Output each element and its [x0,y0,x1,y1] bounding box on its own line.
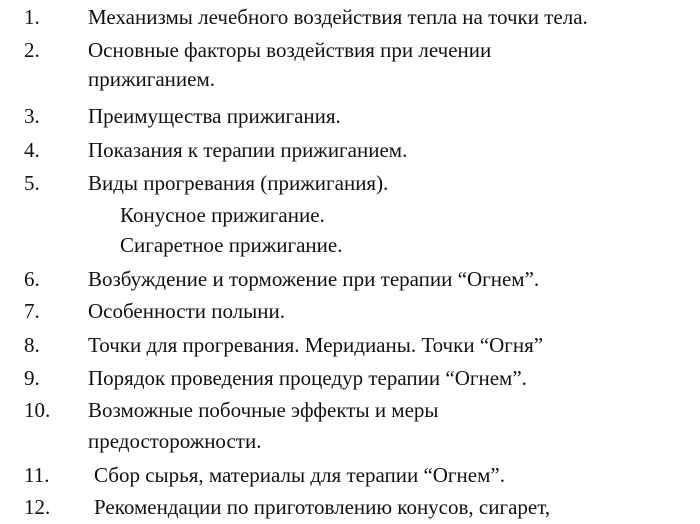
list-item [0,135,700,165]
item-number: 7. [24,299,40,323]
item-number: 10. [24,398,51,422]
list-item [0,330,700,360]
item-number: 4. [24,138,40,162]
item-number: 2. [24,38,40,62]
sub-list-item [0,200,700,230]
list-item [0,363,700,393]
sub-list-item [0,230,700,260]
item-text: Порядок проведения процедур терапии “Огнем”. [88,366,527,390]
item-text: Виды прогревания (прижигания). [88,171,389,195]
list-item [0,2,700,32]
item-text: Преимущества прижигания. [88,104,341,128]
item-number: 12. [24,495,51,519]
item-text: Рекомендации по приготовлению конусов, сигарет, [94,495,551,519]
item-text: Точки для прогревания. Меридианы. Точки “Огня” [88,333,544,357]
item-number: 1. [24,5,40,29]
item-number: 6. [24,267,40,291]
item-number: 11. [24,463,50,487]
sub-item-text: Конусное прижигание. [120,203,325,227]
item-text: Сбор сырья, материалы для терапии “Огнем”. [94,463,505,487]
sub-item-text: Сигаретное прижигание. [120,233,343,257]
list-item [0,168,700,198]
list-item [0,264,700,294]
item-text: Основные факторы воздействия при лечении [88,38,492,62]
item-number: 8. [24,333,40,357]
item-text: Механизмы лечебного воздействия тепла на точки тела. [88,5,588,29]
list-item [0,101,700,131]
item-number: 3. [24,104,40,128]
list-item-continuation [0,426,700,456]
item-number: 9. [24,366,40,390]
list-item [0,296,700,326]
item-text: Возможные побочные эффекты и меры [88,398,439,422]
item-text-continuation: предосторожности. [88,429,262,453]
item-text-continuation: прижиганием. [88,67,215,91]
list-item [0,35,700,65]
item-number: 5. [24,171,40,195]
item-text: Показания к терапии прижиганием. [88,138,408,162]
list-item-continuation [0,64,700,94]
list-item [0,460,700,490]
list-item [0,395,700,425]
item-text: Особенности полыни. [88,299,285,323]
list-item [0,492,700,522]
item-text: Возбуждение и торможение при терапии “Огнем”. [88,267,540,291]
